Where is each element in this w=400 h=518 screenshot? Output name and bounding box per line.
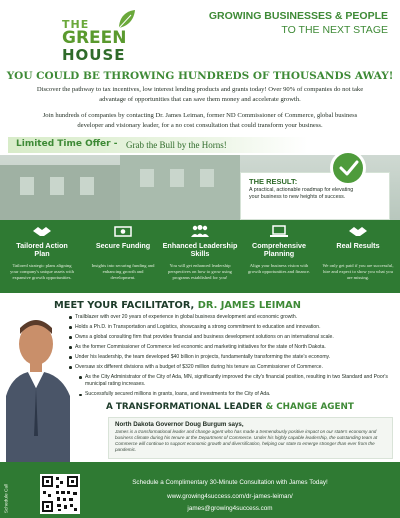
credentials-list — [68, 314, 394, 401]
qr-code-icon — [40, 474, 80, 514]
footer-email-link[interactable]: james@growing4success.com — [187, 505, 273, 512]
footer-cta: Schedule a Complimentary 30-Minute Consultation with James Today! — [132, 479, 328, 486]
list-item: As the City Administrator of the City of Ada, MN, significantly improved the city's financial position, resulting in two Standard and Poor's municipal rating increases. — [78, 374, 394, 389]
window-shape — [20, 177, 34, 195]
feature-real-results — [322, 220, 394, 293]
list-item: Trailblazer with over 20 years of experience in global business development and economic growth. — [68, 314, 394, 321]
qr-code[interactable] — [40, 474, 80, 514]
window-shape — [170, 169, 184, 187]
result-box — [240, 172, 390, 220]
feature-title: Comprehensive Planning — [252, 241, 306, 258]
building-shape — [120, 155, 240, 220]
footer-website-link[interactable]: www.growing4success.com/dr-james-leiman/ — [167, 493, 293, 500]
scan-label-text: Schedule Call — [4, 483, 10, 514]
scan-label — [0, 484, 14, 514]
main-headline: YOU COULD BE THROWING HUNDREDS OF THOUSANDS AWAY! — [6, 70, 394, 82]
offer-strong: Limited Time Offer - — [16, 139, 118, 149]
testimonial-quote — [108, 417, 393, 459]
handshake-icon — [348, 224, 368, 238]
team-icon — [190, 224, 210, 238]
feature-secure-funding — [90, 220, 156, 293]
the-green-house-logo[interactable] — [60, 8, 140, 64]
handshake-icon — [32, 224, 52, 238]
header — [0, 0, 400, 66]
feature-description: You will get enhanced leadership perspectives on how to grow using programs established for you! — [168, 263, 232, 281]
feature-description: Tailored strategic plans aligning your company's unique assets with expansive growth opportunities. — [10, 263, 74, 281]
intro-paragraph-1: Discover the pathway to tax incentives, low interest lending products and grants today! Over 90% of companies do not take advantage of opportunities that can save them money and accelerate growth. — [36, 86, 364, 103]
feature-description: Align your business vision with growth opportunities and finance. — [248, 263, 310, 275]
logo-the: THE — [62, 18, 90, 31]
window-shape — [200, 169, 214, 187]
list-item: Oversaw six different divisions with a budget of $320 million during his tenure as Commissioner of Commerce. — [68, 364, 394, 371]
quote-body: James is a transformational leader and change agent who has made a tremendously positive impact on our state's economy and business climate during his tenure at the Department of Commerce. Under his highly capable leadership, the outstanding team at Commerce will continue to support economic growth and diversification, helping our state to emerge stronger than ever from the pandemic. — [115, 429, 378, 452]
feature-enhanced-leadership — [162, 220, 238, 293]
tagline-line2: TO THE NEXT STAGE — [281, 24, 388, 36]
list-item: Successfully secured millions in grants, loans, and investments for the City of Ada. — [78, 391, 394, 398]
logo-green: GREEN — [62, 28, 127, 48]
window-shape — [80, 177, 94, 195]
logo-house: HOUSE — [62, 46, 126, 64]
window-shape — [50, 177, 64, 195]
laptop-icon — [269, 224, 289, 238]
result-body: A practical, actionable roadmap for elevating your business to new heights of success. — [249, 187, 354, 201]
list-item: Owns a global consulting firm that provides financial and business development solutions on an international scale. — [68, 334, 394, 341]
list-item: Under his leadership, the team developed $40 billion in projects, fundamentally transforming the state's economy. — [68, 354, 394, 361]
money-icon — [113, 224, 133, 238]
transformational-heading — [106, 402, 354, 412]
feature-tailored-action-plan — [8, 220, 76, 293]
result-title: THE RESULT: — [249, 177, 298, 186]
limited-offer-banner — [8, 137, 308, 153]
window-shape — [140, 169, 154, 187]
facilitator-prefix: MEET YOUR FACILITATOR, — [54, 300, 195, 311]
intro-text — [30, 85, 370, 137]
features-band — [0, 220, 400, 293]
tagline — [209, 10, 388, 36]
feature-title: Enhanced Leadership Skills — [162, 241, 238, 258]
feature-title: Real Results — [336, 241, 380, 250]
transform-suffix: & CHANGE AGENT — [265, 402, 354, 412]
feature-description: Insights into securing funding and enhancing growth and development. — [91, 263, 155, 281]
list-item: Holds a Ph.D. in Transportation and Logistics, showcasing a strong commitment to education and innovation. — [68, 324, 394, 331]
feature-title: Secure Funding — [95, 241, 151, 250]
intro-paragraph-2: Join hundreds of companies by contacting Dr. James Leiman, former ND Commissioner of Commerce, global business developer and visionary leader, for a no cost consultation that could transform your business. — [42, 111, 358, 129]
feature-title: Tailored Action Plan — [16, 241, 68, 258]
checkmark-icon — [339, 160, 359, 176]
feature-description: We only get paid if you are successful, hire and expect to show you what you are missing. — [322, 263, 394, 281]
tagline-line1: GROWING BUSINESSES & PEOPLE — [208, 10, 388, 22]
facilitator-heading — [54, 300, 301, 311]
transform-prefix: A TRANSFORMATIONAL LEADER — [106, 402, 263, 412]
feature-comprehensive-planning — [244, 220, 314, 293]
list-item: As the former Commissioner of Commerce led economic and marketing initiatives for the state of North Dakota. — [68, 344, 394, 351]
quote-heading: North Dakota Governor Doug Burgum says, — [115, 421, 244, 428]
checkmark-badge — [330, 150, 366, 186]
leaf-icon — [115, 8, 137, 30]
offer-soft: Grab the Bull by the Horns! — [126, 140, 227, 150]
facilitator-name: DR. JAMES LEIMAN — [197, 300, 301, 311]
